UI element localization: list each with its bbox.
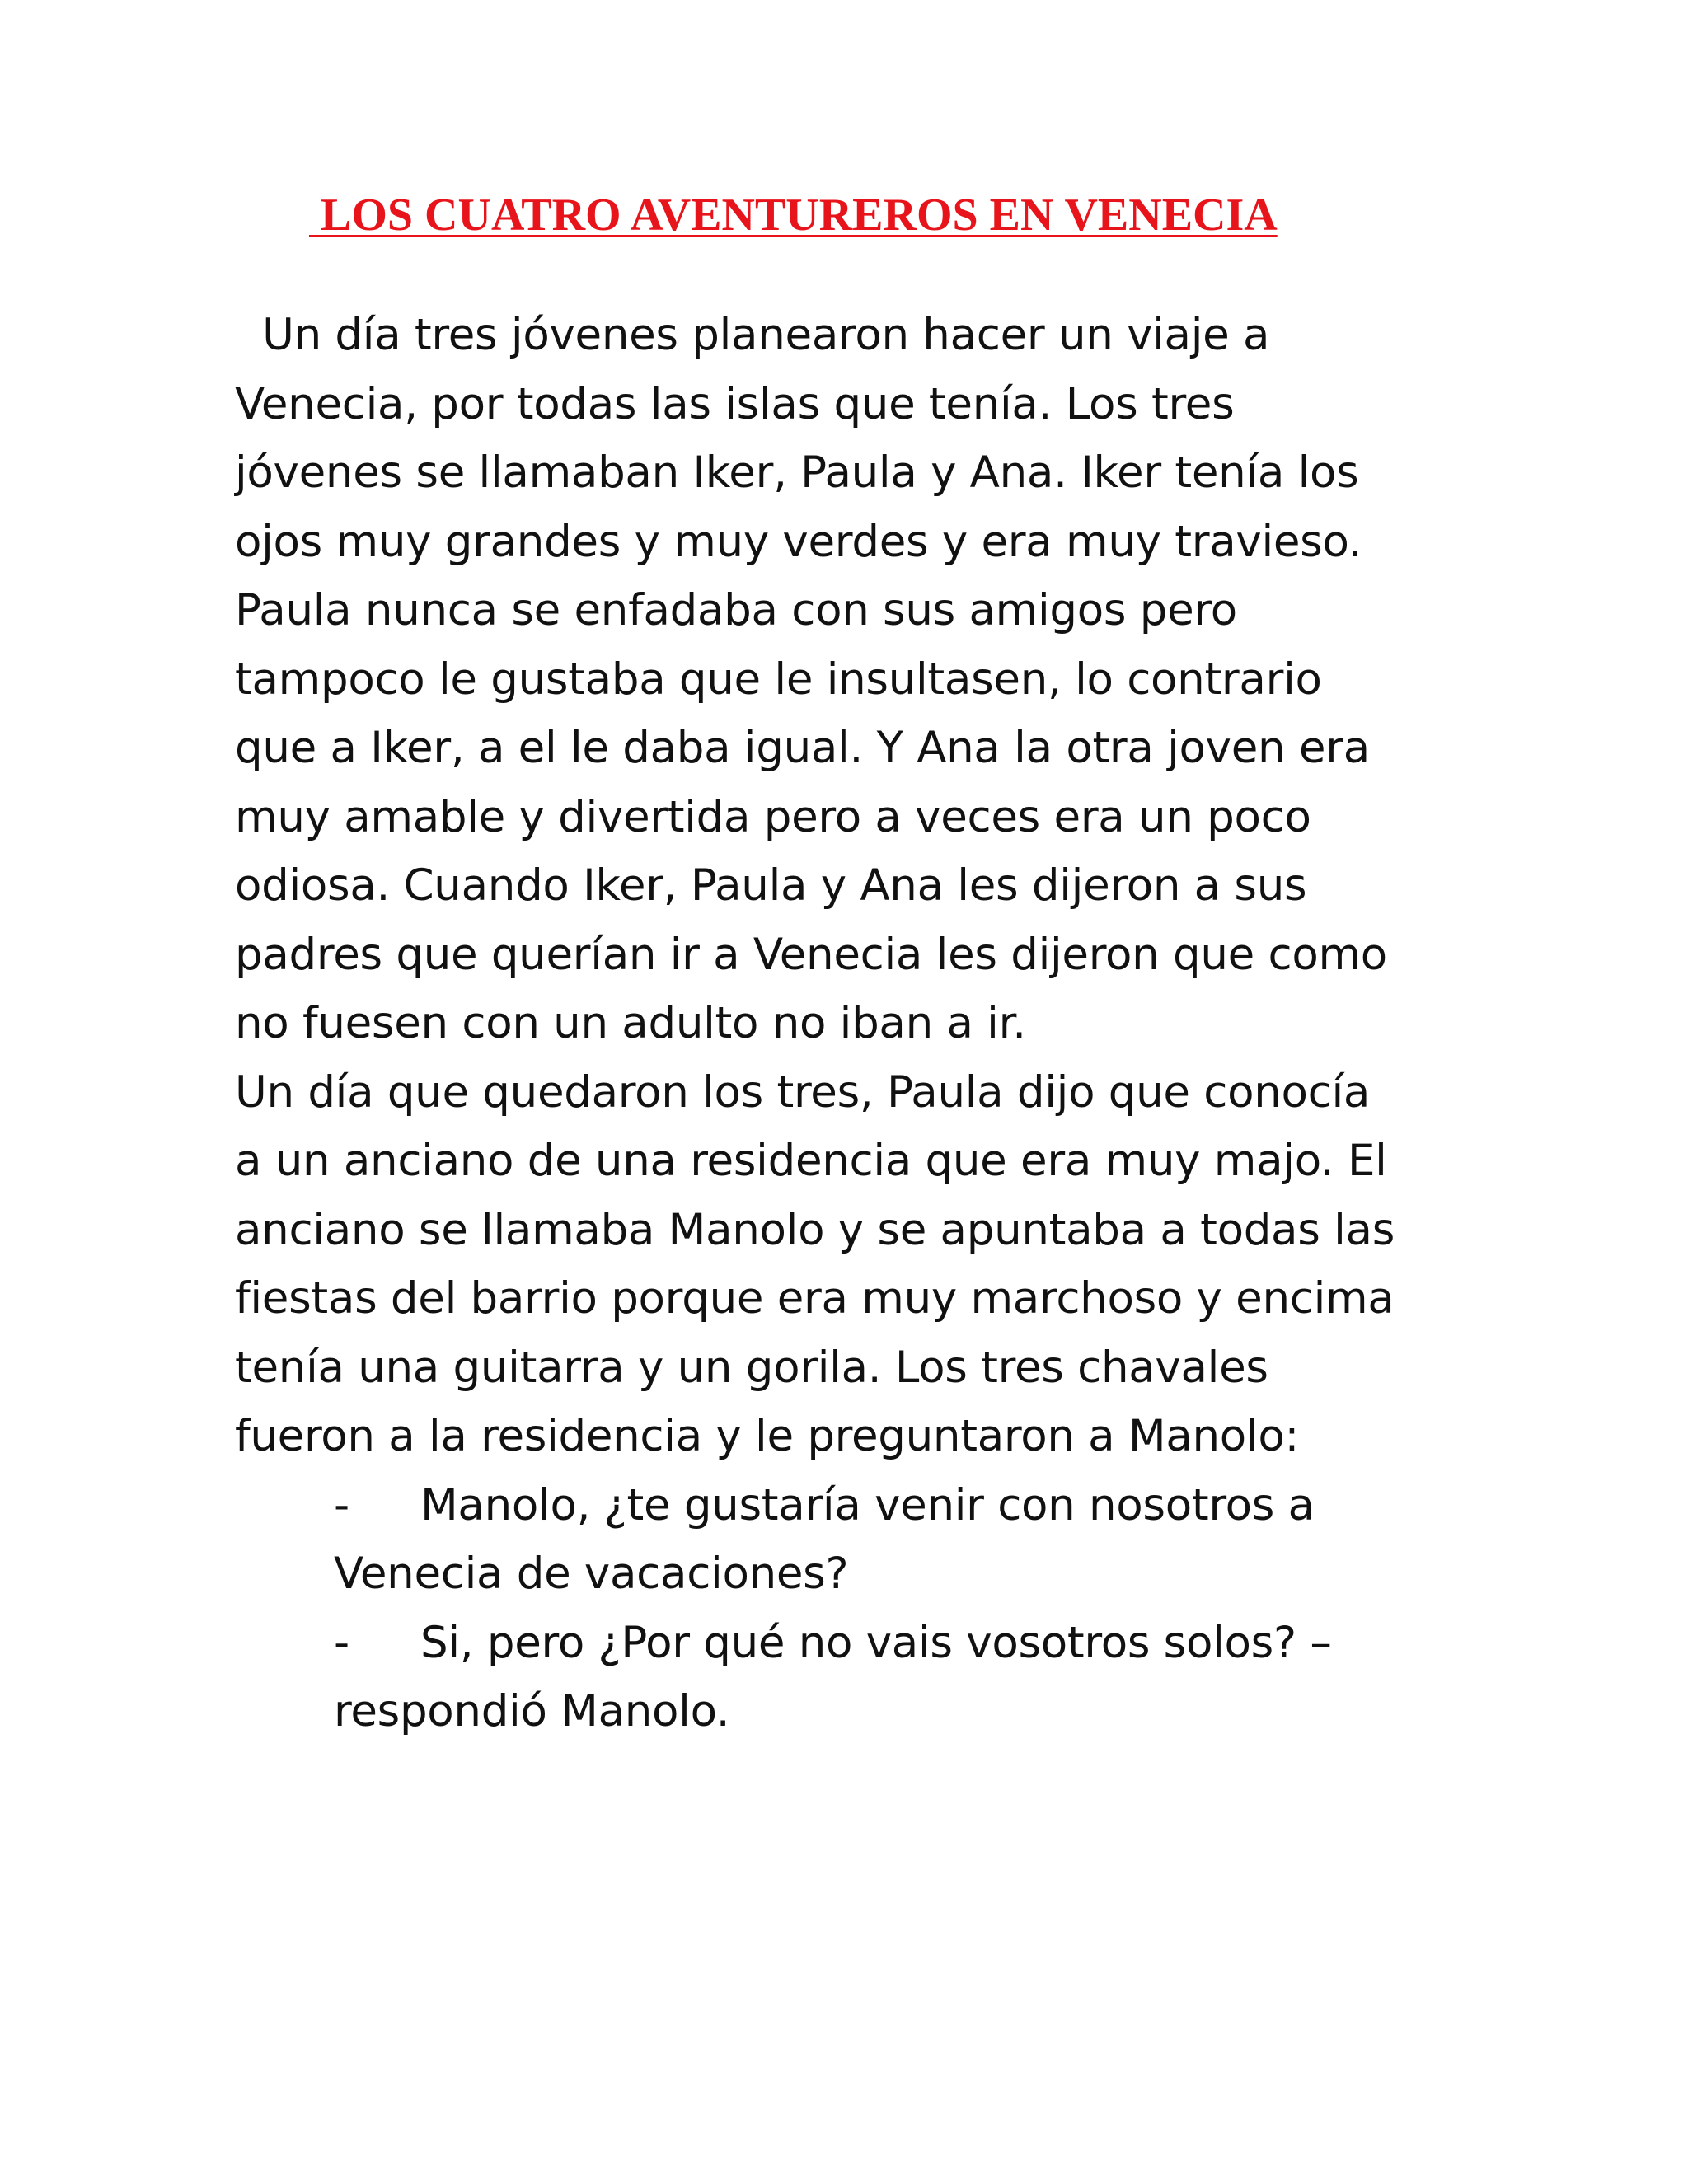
dialogue-dash: - — [334, 1479, 349, 1530]
document-title: LOS CUATRO AVENTUREROS EN VENECIA — [309, 190, 1278, 241]
story-line: tenía una guitarra y un gorila. Los tres chavales — [235, 1342, 1268, 1393]
story-line: ojos muy grandes y muy verdes y era muy travieso. — [235, 516, 1362, 567]
dialogue-dash: - — [334, 1617, 349, 1668]
story-line: odiosa. Cuando Iker, Paula y Ana les dijeron a sus — [235, 860, 1307, 911]
story-line: Venecia, por todas las islas que tenía. Los tres — [235, 378, 1235, 429]
story-line: Un día que quedaron los tres, Paula dijo que conocía — [235, 1066, 1371, 1118]
story-line: Paula nunca se enfadaba con sus amigos pero — [235, 585, 1237, 635]
story-line: anciano se llamaba Manolo y se apuntaba a todas las — [235, 1204, 1395, 1255]
dialogue-line: Si, pero ¿Por qué no vais vosotros solos? – — [420, 1617, 1332, 1668]
story-line: jóvenes se llamaban Iker, Paula y Ana. Iker tenía los — [235, 448, 1359, 498]
dialogue-line: respondió Manolo. — [334, 1686, 730, 1736]
story-line: muy amable y divertida pero a veces era un poco — [235, 791, 1311, 842]
dialogue-item — [235, 1609, 1471, 1746]
story-line: padres que querían ir a Venecia les dijeron que como — [235, 929, 1387, 980]
story-line: no fuesen con un adulto no iban a ir. — [235, 998, 1026, 1048]
story-line: fueron a la residencia y le preguntaron a Manolo: — [235, 1411, 1300, 1461]
story-line: que a Iker, a el le daba igual. Y Ana la otra joven era — [235, 723, 1370, 773]
story-line: a un anciano de una residencia que era muy majo. El — [235, 1136, 1387, 1186]
dialogue-item — [235, 1471, 1471, 1609]
dialogue-line: Manolo, ¿te gustaría venir con nosotros a — [420, 1479, 1315, 1530]
story-line: tampoco le gustaba que le insultasen, lo contrario — [235, 654, 1322, 705]
story-line: fiestas del barrio porque era muy marchoso y encima — [235, 1273, 1395, 1324]
story-body — [235, 301, 1471, 1746]
story-line: Un día tres jóvenes planearon hacer un viaje a — [235, 310, 1270, 360]
dialogue-line: Venecia de vacaciones? — [334, 1549, 849, 1599]
